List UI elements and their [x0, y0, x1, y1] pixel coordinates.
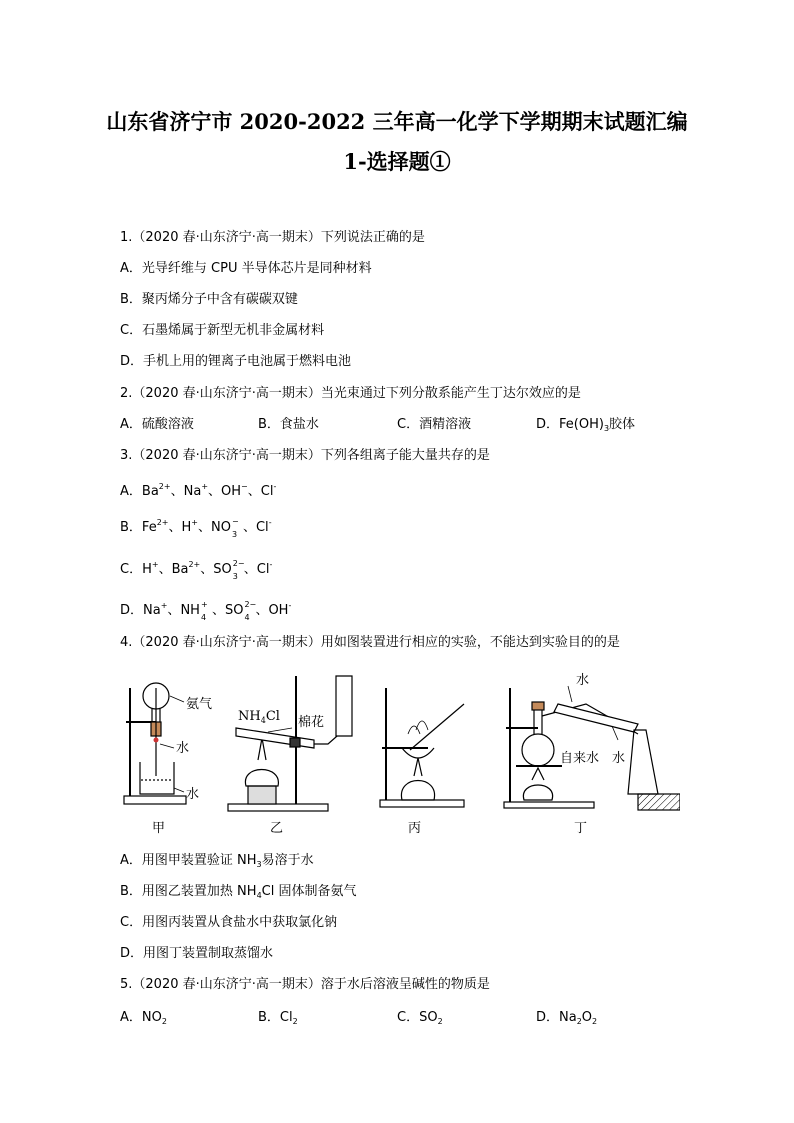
alcohol-lamp [245, 770, 278, 787]
separator: 、 [167, 603, 181, 618]
separator: 、 [255, 603, 269, 618]
alcohol-lamp [401, 781, 434, 801]
charge-stack [200, 600, 212, 622]
q3-option-d [120, 597, 291, 620]
condenser [554, 704, 638, 732]
q5-d-sub: 2 [576, 1017, 582, 1026]
q4-stem: 4.（2020 春·山东济宁·高一期末）用如图装置进行相应的实验，不能达到实验目的的是 [120, 635, 620, 650]
label-line [268, 728, 292, 732]
q4-option-c: C．用图丙装置从食盐水中获取氯化钠 [120, 915, 338, 930]
option-label: D． [120, 603, 144, 618]
label-water-1: 水 [176, 741, 190, 756]
q1-stem: 1.（2020 春·山东济宁·高一期末）下列说法正确的是 [120, 230, 425, 245]
q4-a-pre: A．用图甲装置验证 NH [120, 853, 257, 868]
q3-stem: 3.（2020 春·山东济宁·高一期末）下列各组离子能大量共存的是 [120, 448, 490, 463]
q5-b-pre: B．Cl [258, 1010, 293, 1025]
flask-neck [534, 708, 542, 734]
separator: 、 [243, 562, 257, 577]
beaker [140, 762, 174, 794]
separator: 、 [247, 484, 261, 499]
ion: OH [221, 484, 242, 499]
apparatus-svg [118, 668, 680, 848]
charge: − [241, 482, 248, 491]
q5-b-sub: 2 [292, 1017, 298, 1026]
apparatus-yi [228, 676, 352, 811]
q4-option-b [120, 883, 356, 905]
charge: 2+ [156, 518, 169, 527]
q4-b-sub: 4 [256, 891, 262, 900]
ion: H [181, 520, 192, 535]
charge: 2− [244, 600, 257, 609]
charge: + [200, 600, 208, 609]
label-water-top: 水 [576, 673, 590, 688]
charge: - [269, 560, 273, 569]
subscript: 3 [231, 530, 238, 539]
caption-ding: 丁 [574, 821, 588, 836]
apparatus-bing [380, 688, 464, 807]
q4-option-d: D．用图丁装置制取蒸馏水 [120, 946, 274, 961]
distillation-flask [522, 734, 554, 766]
q4-option-a [120, 852, 314, 874]
q5-option-a [120, 1009, 167, 1031]
charge: - [268, 518, 272, 527]
q5-d-mid: O [581, 1010, 593, 1025]
charge: - [288, 601, 292, 610]
q5-option-c [397, 1009, 443, 1031]
option-label: B． [120, 520, 142, 535]
separator: 、 [208, 484, 222, 499]
ion: Cl [260, 484, 274, 499]
charge: 2+ [188, 560, 201, 569]
label-water-out: 水 [612, 751, 626, 766]
stand-base [380, 800, 464, 807]
label-tap-water: 自来水 [560, 751, 600, 766]
conical-flask [628, 730, 658, 794]
ion: Cl [256, 562, 270, 577]
alcohol-lamp [523, 785, 552, 800]
separator: 、 [211, 603, 225, 618]
q4-apparatus-figure [118, 668, 680, 852]
charge-stack [231, 517, 243, 539]
option-label: C． [120, 562, 143, 577]
charge-stack [232, 559, 245, 581]
q5-c-sub: 2 [437, 1017, 443, 1026]
ion: SO [213, 562, 232, 577]
separator: 、 [200, 562, 214, 577]
label-line [160, 744, 174, 748]
document-title-line2: 1-选择题① [343, 149, 451, 174]
q2-option-a: A．硫酸溶液 [120, 417, 194, 432]
q3-option-c [120, 556, 272, 579]
stand-base [504, 802, 594, 808]
apparatus-ding [504, 686, 680, 810]
stand-base [124, 796, 186, 804]
vapor [408, 721, 428, 734]
nh4cl-text: NH [238, 709, 261, 724]
q5-a-sub: 2 [161, 1017, 167, 1026]
q1-option-b: B．聚丙烯分子中含有碳碳双键 [120, 292, 298, 307]
q4-b-post: Cl 固体制备氨气 [261, 884, 357, 899]
q2-option-c: C．酒精溶液 [397, 417, 472, 432]
q5-option-b [258, 1009, 298, 1031]
q2-option-d-sub: 3 [603, 424, 610, 433]
collecting-tube [336, 676, 352, 736]
stopper [532, 702, 544, 710]
caption-jia: 甲 [152, 821, 166, 836]
label-nh4cl [238, 709, 280, 725]
charge: + [151, 560, 159, 569]
q2-stem: 2.（2020 春·山东济宁·高一期末）当光束通过下列分散系能产生丁达尔效应的是 [120, 386, 581, 401]
stand-base [228, 804, 328, 811]
subscript: 3 [232, 572, 238, 581]
flame [532, 768, 544, 780]
ion: OH [268, 603, 289, 618]
charge: 2− [232, 559, 245, 568]
label-line [170, 696, 184, 702]
q4-a-post: 易溶于水 [261, 853, 314, 868]
charge-stack [243, 600, 257, 622]
q3-option-a [120, 478, 276, 501]
caption-yi: 乙 [270, 821, 284, 836]
charge: - [273, 482, 277, 491]
charge: − [231, 517, 239, 526]
label-water-2: 水 [186, 787, 200, 802]
document-title-line1: 山东省济宁市 2020-2022 三年高一化学下学期期末试题汇编 [106, 109, 688, 134]
nh4cl-end: Cl [265, 709, 280, 724]
ion: Fe [141, 520, 157, 535]
q4-b-pre: B．用图乙装置加热 NH [120, 884, 257, 899]
q5-d-pre: D．Na [536, 1010, 577, 1025]
q5-stem: 5.（2020 春·山东济宁·高一期末）溶于水后溶液呈碱性的物质是 [120, 977, 490, 992]
ion: H [142, 562, 152, 577]
q4-a-sub: 3 [256, 860, 262, 869]
flame [258, 738, 266, 760]
lamp-block [248, 786, 276, 804]
q1-option-d: D．手机上用的锂离子电池属于燃料电池 [120, 354, 352, 369]
q3-option-b [120, 514, 272, 537]
ion: Na [143, 603, 161, 618]
q2-option-d-text: D．Fe(OH) [536, 417, 604, 432]
q5-option-d [536, 1009, 597, 1031]
caption-bing: 丙 [408, 821, 422, 836]
ion: Ba [141, 484, 159, 499]
q5-d-sub2: 2 [592, 1017, 598, 1026]
q1-option-c: C．石墨烯属于新型无机非金属材料 [120, 323, 325, 338]
separator: 、 [197, 520, 211, 535]
ion: NH [180, 603, 200, 618]
label-line [174, 788, 184, 792]
q2-option-b: B．食盐水 [258, 417, 319, 432]
subscript: 4 [244, 613, 250, 622]
charge: + [201, 482, 209, 491]
label-cotton: 棉花 [298, 715, 325, 730]
q2-option-d [536, 416, 635, 438]
ion: Cl [255, 520, 269, 535]
q5-a-pre: A．NO [120, 1010, 162, 1025]
charge: + [160, 601, 168, 610]
subscript: 4 [200, 613, 207, 622]
separator: 、 [158, 562, 172, 577]
charge: 2+ [158, 482, 171, 491]
label-ammonia: 氨气 [186, 697, 213, 712]
q1-option-a: A．光导纤维与 CPU 半导体芯片是同种材料 [120, 261, 372, 276]
ion: SO [224, 603, 244, 618]
nh4cl-sub: 4 [260, 716, 266, 725]
ion: Ba [171, 562, 189, 577]
flame [414, 758, 422, 776]
charge: + [191, 518, 198, 527]
q5-c-pre: C．SO [397, 1010, 438, 1025]
arrow-line [568, 686, 572, 702]
tube-clamp [290, 738, 300, 747]
clip [154, 738, 159, 743]
separator: 、 [170, 484, 184, 499]
separator: 、 [242, 520, 256, 535]
q2-option-d-post: 胶体 [609, 417, 636, 432]
separator: 、 [168, 520, 182, 535]
glass-rod [410, 704, 464, 750]
ion: NO [211, 520, 231, 535]
ion: Na [183, 484, 202, 499]
wooden-block [638, 794, 680, 810]
option-label: A． [120, 484, 142, 499]
evaporating-dish [402, 748, 434, 758]
